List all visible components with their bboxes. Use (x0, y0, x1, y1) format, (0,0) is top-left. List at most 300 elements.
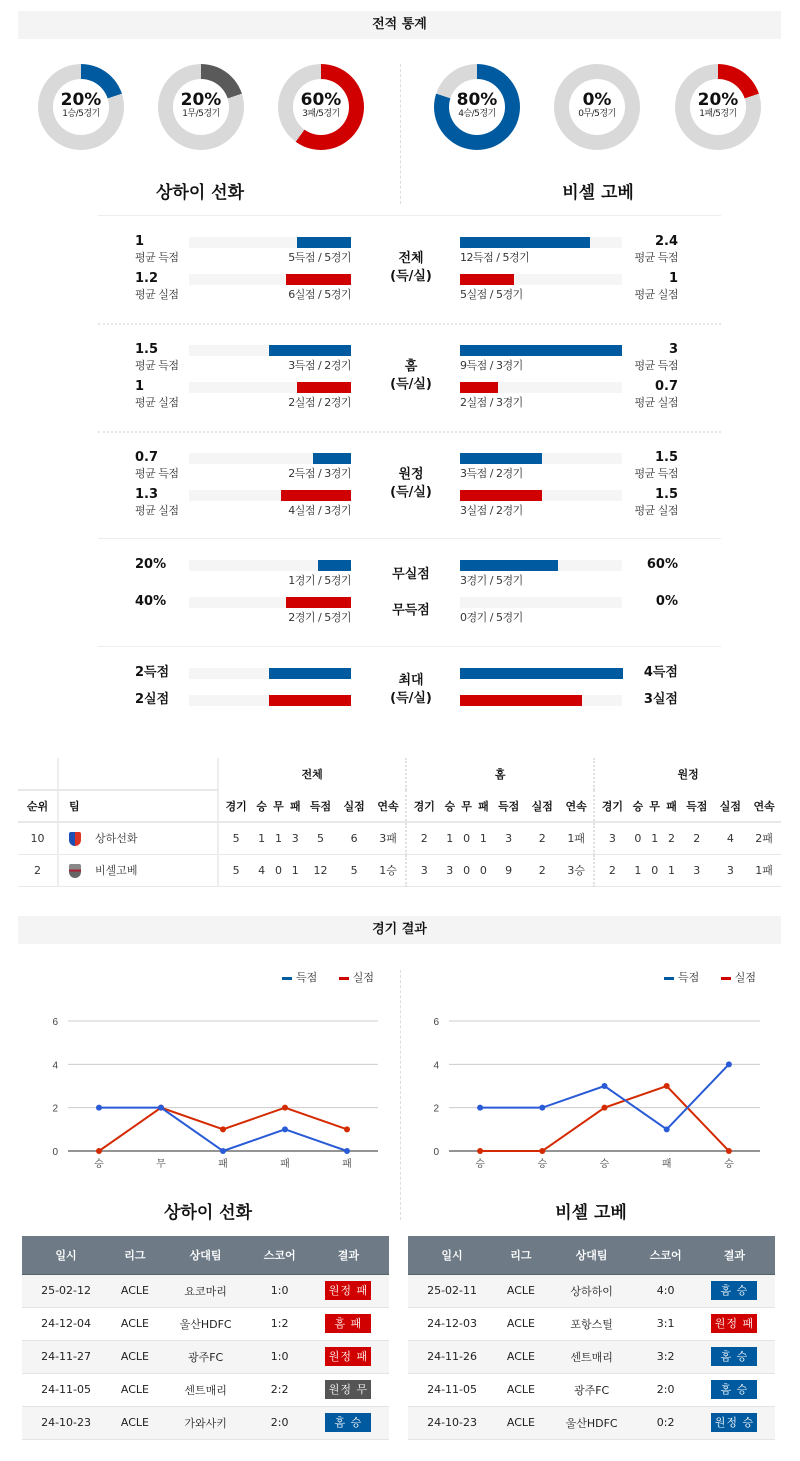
away-recent-matches-table (408, 1236, 775, 1440)
stat-cell: 2패 (747, 822, 781, 854)
stat-caption: 4실점 / 3경기 (288, 504, 351, 517)
stat-label: 평균 득점 (135, 467, 179, 480)
stat-label: 평균 득점 (634, 251, 678, 264)
stat-value: 0.7 (654, 379, 678, 394)
svg-text:2: 2 (433, 1103, 439, 1115)
svg-text:4: 4 (433, 1060, 439, 1072)
divider (98, 215, 721, 216)
col-header: 스코어 (252, 1236, 308, 1274)
result-badge: 홈 승 (711, 1281, 757, 1300)
header-row (22, 1236, 389, 1274)
donut-center (690, 79, 746, 135)
match-league: ACLE (496, 1373, 546, 1406)
svg-text:4: 4 (52, 1060, 58, 1072)
stat-cell: 0 (270, 854, 287, 886)
match-date: 24-11-26 (408, 1340, 496, 1373)
stat-cell: 1 (663, 854, 680, 886)
col-4: 득점 (304, 790, 338, 822)
match-opp: 요코마리 (160, 1274, 252, 1307)
col-header: 스코어 (638, 1236, 694, 1274)
stat-caption: 5실점 / 5경기 (460, 288, 523, 301)
col-2: 무 (458, 790, 475, 822)
stat-bar-track (460, 695, 622, 706)
stat-caption: 9득점 / 3경기 (460, 359, 523, 372)
stat-bar (460, 695, 582, 706)
result-badge: 홈 승 (711, 1347, 757, 1366)
group-header-all: 전체 (218, 758, 406, 790)
match-row[interactable] (408, 1274, 775, 1307)
divider (98, 431, 721, 433)
stat-cell: 2 (525, 854, 559, 886)
stat-cell: 0 (629, 822, 646, 854)
result-badge: 원정 패 (711, 1314, 757, 1333)
stat-bar-track (189, 382, 351, 393)
match-row[interactable] (22, 1340, 389, 1373)
svg-text:2: 2 (52, 1103, 58, 1115)
col-6: 연속 (559, 790, 594, 822)
result-badge: 원정 패 (325, 1347, 371, 1366)
match-opp: 광주FC (160, 1340, 252, 1373)
stat-cell: 1 (270, 822, 287, 854)
divider (98, 646, 721, 647)
stat-cell: 5 (337, 854, 371, 886)
legend-swatch-conceded (339, 977, 349, 980)
shanghai-shenhua-logo-icon (69, 832, 81, 846)
home-matches-title: 상하이 선화 (163, 1203, 253, 1223)
col-header: 결과 (694, 1236, 775, 1274)
stat-group-label: 원정 (득/실) (390, 467, 432, 500)
match-date: 24-12-04 (22, 1307, 110, 1340)
match-date: 24-11-05 (408, 1373, 496, 1406)
match-league: ACLE (496, 1406, 546, 1439)
stat-cell: 3패 (371, 822, 406, 854)
match-row[interactable] (408, 1340, 775, 1373)
donut-subtitle: 3패/5경기 (302, 109, 340, 119)
stat-bar-track (189, 490, 351, 501)
svg-text:패: 패 (280, 1159, 290, 1170)
col-header: 상대팀 (160, 1236, 252, 1274)
rank: 2 (18, 854, 58, 886)
stat-value: 40% (135, 594, 167, 609)
chart-legend-home: 득점 실점 (282, 969, 374, 985)
match-league: ACLE (496, 1340, 546, 1373)
chart-legend-away: 득점 실점 (664, 969, 756, 985)
results-section-header: 경기 결과 (18, 916, 781, 944)
stat-label: 평균 득점 (135, 359, 179, 372)
stat-cell: 6 (337, 822, 371, 854)
match-score: 2:2 (252, 1373, 308, 1406)
stat-cell: 9 (492, 854, 526, 886)
stat-value: 1.5 (654, 450, 678, 465)
stat-cell: 4 (714, 822, 748, 854)
donut-percent: 80% (456, 90, 498, 110)
result-badge: 원정 패 (325, 1281, 371, 1300)
match-score: 1:0 (252, 1274, 308, 1307)
col-header: 일시 (22, 1236, 110, 1274)
stat-bar (460, 453, 542, 464)
stat-bar (460, 560, 558, 571)
stat-bar (286, 274, 351, 285)
stat-cell: 5 (218, 822, 253, 854)
stat-cell: 2 (525, 822, 559, 854)
stat-caption: 1경기 / 5경기 (288, 574, 351, 587)
col-2: 무 (646, 790, 663, 822)
team-name: 상하선화 (95, 832, 138, 846)
divider (98, 538, 721, 539)
donut-subtitle: 4승/5경기 (458, 109, 496, 119)
stat-label: 평균 실점 (634, 288, 678, 301)
match-opp: 울산HDFC (546, 1406, 638, 1439)
stat-value: 2실점 (135, 692, 170, 707)
standings-table (18, 758, 781, 887)
stat-label: 평균 실점 (135, 504, 179, 517)
stat-bar (269, 695, 351, 706)
away-matches-title: 비셀 고베 (555, 1203, 627, 1223)
stat-value: 1 (135, 379, 145, 394)
stat-value: 2.4 (654, 234, 678, 249)
header-row (408, 1236, 775, 1274)
stat-group-label: 홈 (득/실) (390, 359, 432, 392)
stat-cell: 0 (458, 822, 475, 854)
stat-bar-track (460, 274, 622, 285)
stat-bar (460, 274, 514, 285)
stat-value: 1.2 (135, 271, 159, 286)
stat-cell: 3 (441, 854, 458, 886)
stat-cell: 3 (594, 822, 629, 854)
match-date: 24-12-03 (408, 1307, 496, 1340)
col-2: 무 (270, 790, 287, 822)
col-header: 일시 (408, 1236, 496, 1274)
stat-value: 0.7 (135, 450, 159, 465)
col-0: 경기 (406, 790, 441, 822)
stat-cell: 0 (475, 854, 492, 886)
col-header: 결과 (308, 1236, 389, 1274)
col-5: 실점 (714, 790, 748, 822)
match-date: 24-11-05 (22, 1373, 110, 1406)
col-4: 득점 (492, 790, 526, 822)
stat-cell: 1 (441, 822, 458, 854)
stat-cell: 2 (663, 822, 680, 854)
donut-percent: 20% (180, 90, 222, 110)
stat-value: 1.5 (135, 342, 159, 357)
stat-bar-track (460, 560, 622, 571)
match-opp: 울산HDFC (160, 1307, 252, 1340)
svg-text:무: 무 (156, 1159, 166, 1170)
stat-value: 3 (668, 342, 678, 357)
max-label: 최대 (득/실) (390, 673, 432, 706)
match-league: ACLE (110, 1274, 160, 1307)
stat-caption: 3득점 / 2경기 (288, 359, 351, 372)
stat-cell: 2 (680, 822, 714, 854)
stat-bar-track (460, 668, 622, 679)
match-opp: 상하하이 (546, 1274, 638, 1307)
match-row[interactable] (22, 1274, 389, 1307)
donut-chart (278, 64, 364, 150)
result-badge: 홈 승 (711, 1380, 757, 1399)
stat-bar-track (460, 345, 622, 356)
stat-cell: 3승 (559, 854, 594, 886)
stat-caption: 5득점 / 5경기 (288, 251, 351, 264)
donut-center (173, 79, 229, 135)
stat-cell: 1 (475, 822, 492, 854)
stat-cell: 3 (492, 822, 526, 854)
stat-caption: 0경기 / 5경기 (460, 611, 523, 624)
match-date: 24-11-27 (22, 1340, 110, 1373)
stat-cell: 3 (406, 854, 441, 886)
stat-bar (460, 345, 622, 356)
svg-text:패: 패 (342, 1159, 352, 1170)
col-rank: 순위 (18, 790, 58, 822)
donut-percent: 60% (300, 90, 342, 110)
home-results-line-chart (0, 1000, 400, 1180)
stat-label: 평균 득점 (634, 359, 678, 372)
col-header: 리그 (496, 1236, 546, 1274)
col-3: 패 (663, 790, 680, 822)
col-5: 실점 (525, 790, 559, 822)
stat-bar-track (460, 453, 622, 464)
stat-bar-track (189, 345, 351, 356)
stat-bar-track (189, 453, 351, 464)
home-team-title: 상하이 선화 (155, 183, 245, 203)
svg-text:승: 승 (537, 1159, 548, 1170)
stat-cell: 1 (629, 854, 646, 886)
result-badge: 원정 승 (711, 1413, 757, 1432)
donut-subtitle: 1패/5경기 (699, 109, 737, 119)
donut-percent: 20% (60, 90, 102, 110)
result-badge: 원정 무 (325, 1380, 371, 1399)
match-date: 25-02-11 (408, 1274, 496, 1307)
svg-text:0: 0 (52, 1147, 58, 1158)
match-row[interactable] (22, 1406, 389, 1439)
svg-text:6: 6 (433, 1017, 439, 1028)
stat-bar (297, 382, 351, 393)
stat-bar (318, 560, 351, 571)
stat-cell: 3 (287, 822, 304, 854)
stat-bar-track (460, 490, 622, 501)
match-score: 0:2 (638, 1406, 694, 1439)
stat-bar (269, 668, 351, 679)
col-header: 리그 (110, 1236, 160, 1274)
stat-value: 0% (655, 594, 678, 609)
legend-swatch-conceded (721, 977, 731, 980)
stat-bar-track (189, 695, 351, 706)
donut-chart (675, 64, 761, 150)
col-6: 연속 (747, 790, 781, 822)
legend-swatch-scored (664, 977, 674, 980)
team-name: 비셀고베 (95, 864, 138, 877)
svg-text:패: 패 (661, 1159, 672, 1170)
match-row[interactable] (22, 1307, 389, 1340)
match-row[interactable] (408, 1373, 775, 1406)
svg-text:승: 승 (94, 1159, 104, 1170)
col-0: 경기 (218, 790, 253, 822)
stat-cell: 4 (253, 854, 270, 886)
match-score: 3:2 (638, 1340, 694, 1373)
col-4: 득점 (680, 790, 714, 822)
divider (98, 323, 721, 325)
away-team-title: 비셀 고베 (562, 183, 634, 203)
stats-section-header: 전적 통계 (18, 11, 781, 39)
col-5: 실점 (337, 790, 371, 822)
stat-label: 평균 실점 (135, 396, 179, 409)
stat-bar-track (189, 560, 351, 571)
stat-bar (286, 597, 351, 608)
stat-caption: 3득점 / 2경기 (460, 467, 523, 480)
stat-caption: 2경기 / 5경기 (288, 611, 351, 624)
stat-bar-track (460, 237, 622, 248)
match-score: 3:1 (638, 1307, 694, 1340)
match-score: 4:0 (638, 1274, 694, 1307)
col-0: 경기 (594, 790, 629, 822)
match-row[interactable] (408, 1307, 775, 1340)
stat-caption: 2득점 / 3경기 (288, 467, 351, 480)
stat-value: 20% (135, 557, 167, 572)
donut-center (449, 79, 505, 135)
divider (400, 64, 401, 204)
col-6: 연속 (371, 790, 406, 822)
match-row[interactable] (408, 1406, 775, 1439)
stat-label: 평균 실점 (135, 288, 179, 301)
donut-center (569, 79, 625, 135)
donut-chart (38, 64, 124, 150)
match-league: ACLE (110, 1307, 160, 1340)
col-header: 상대팀 (546, 1236, 638, 1274)
donut-center (293, 79, 349, 135)
donut-chart (554, 64, 640, 150)
stat-cell: 5 (218, 854, 253, 886)
stat-value: 1 (135, 234, 145, 249)
match-date: 25-02-12 (22, 1274, 110, 1307)
donut-percent: 20% (697, 90, 739, 110)
match-opp: 포항스틸 (546, 1307, 638, 1340)
donut-chart (434, 64, 520, 150)
stat-bar (313, 453, 351, 464)
stat-cell: 3 (680, 854, 714, 886)
team-cell[interactable] (58, 854, 218, 886)
col-1: 승 (253, 790, 270, 822)
stat-caption: 2실점 / 2경기 (288, 396, 351, 409)
col-3: 패 (475, 790, 492, 822)
col-3: 패 (287, 790, 304, 822)
donut-subtitle: 1무/5경기 (182, 109, 220, 119)
no-goal-label: 무득점 (392, 603, 430, 618)
stat-cell: 1 (253, 822, 270, 854)
stat-bar (460, 382, 498, 393)
svg-text:패: 패 (218, 1159, 228, 1170)
stat-cell: 3 (714, 854, 748, 886)
stat-bar (460, 668, 623, 679)
group-header-home: 홈 (406, 758, 594, 790)
legend-swatch-scored (282, 977, 292, 980)
match-opp: 광주FC (546, 1373, 638, 1406)
match-league: ACLE (496, 1274, 546, 1307)
match-score: 2:0 (252, 1406, 308, 1439)
stat-cell: 12 (304, 854, 338, 886)
stat-label: 평균 득점 (634, 467, 678, 480)
stat-bar-track (189, 668, 351, 679)
stat-cell: 0 (646, 854, 663, 886)
stat-label: 평균 득점 (135, 251, 179, 264)
stat-caption: 6실점 / 5경기 (288, 288, 351, 301)
stat-value: 60% (646, 557, 678, 572)
col-1: 승 (629, 790, 646, 822)
stat-value: 2득점 (135, 665, 170, 680)
stat-cell: 0 (458, 854, 475, 886)
svg-text:승: 승 (724, 1159, 734, 1170)
match-league: ACLE (110, 1373, 160, 1406)
col-1: 승 (441, 790, 458, 822)
vissel-kobe-logo-icon (69, 864, 81, 878)
stat-cell: 1승 (371, 854, 406, 886)
clean-sheet-label: 무실점 (392, 567, 430, 582)
stat-caption: 3실점 / 2경기 (460, 504, 523, 517)
stat-cell: 1패 (747, 854, 781, 886)
stat-cell: 1 (646, 822, 663, 854)
match-league: ACLE (110, 1340, 160, 1373)
donut-chart (158, 64, 244, 150)
home-recent-matches-table (22, 1236, 389, 1440)
stat-bar-track (460, 382, 622, 393)
stat-caption: 12득점 / 5경기 (460, 251, 530, 264)
stat-value: 4득점 (643, 665, 678, 680)
match-opp: 센트매리 (546, 1340, 638, 1373)
stat-cell: 5 (304, 822, 338, 854)
team-cell[interactable] (58, 822, 218, 854)
stat-bar-track (189, 237, 351, 248)
svg-text:승: 승 (475, 1159, 485, 1170)
match-score: 1:0 (252, 1340, 308, 1373)
result-badge: 홈 승 (325, 1413, 371, 1432)
match-opp: 가와사키 (160, 1406, 252, 1439)
stat-value: 3실점 (643, 692, 678, 707)
match-score: 2:0 (638, 1373, 694, 1406)
stat-bar (269, 345, 351, 356)
donut-percent: 0% (582, 90, 612, 110)
stat-cell: 2 (406, 822, 441, 854)
stat-cell: 1 (287, 854, 304, 886)
stat-caption: 3경기 / 5경기 (460, 574, 523, 587)
stat-value: 1.3 (135, 487, 159, 502)
stat-bar (297, 237, 351, 248)
rank: 10 (18, 822, 58, 854)
stat-caption: 2실점 / 3경기 (460, 396, 523, 409)
away-results-line-chart (400, 1000, 800, 1180)
donut-subtitle: 1승/5경기 (62, 109, 100, 119)
stat-group-label: 전체 (득/실) (390, 251, 432, 284)
match-score: 1:2 (252, 1307, 308, 1340)
stat-cell: 1패 (559, 822, 594, 854)
stat-bar-track (189, 274, 351, 285)
stat-bar (460, 490, 542, 501)
stat-bar-track (460, 597, 622, 608)
stat-bar-track (189, 597, 351, 608)
match-league: ACLE (110, 1406, 160, 1439)
donut-center (53, 79, 109, 135)
stat-label: 평균 실점 (634, 504, 678, 517)
col-team: 팀 (58, 790, 218, 822)
match-league: ACLE (496, 1307, 546, 1340)
svg-text:0: 0 (433, 1147, 439, 1158)
stat-value: 1.5 (654, 487, 678, 502)
stat-cell: 2 (594, 854, 629, 886)
match-row[interactable] (22, 1373, 389, 1406)
stat-label: 평균 실점 (634, 396, 678, 409)
match-date: 24-10-23 (408, 1406, 496, 1439)
stat-value: 1 (668, 271, 678, 286)
stat-bar (460, 237, 590, 248)
group-header-away: 원정 (677, 768, 699, 781)
donut-subtitle: 0무/5경기 (578, 109, 616, 119)
